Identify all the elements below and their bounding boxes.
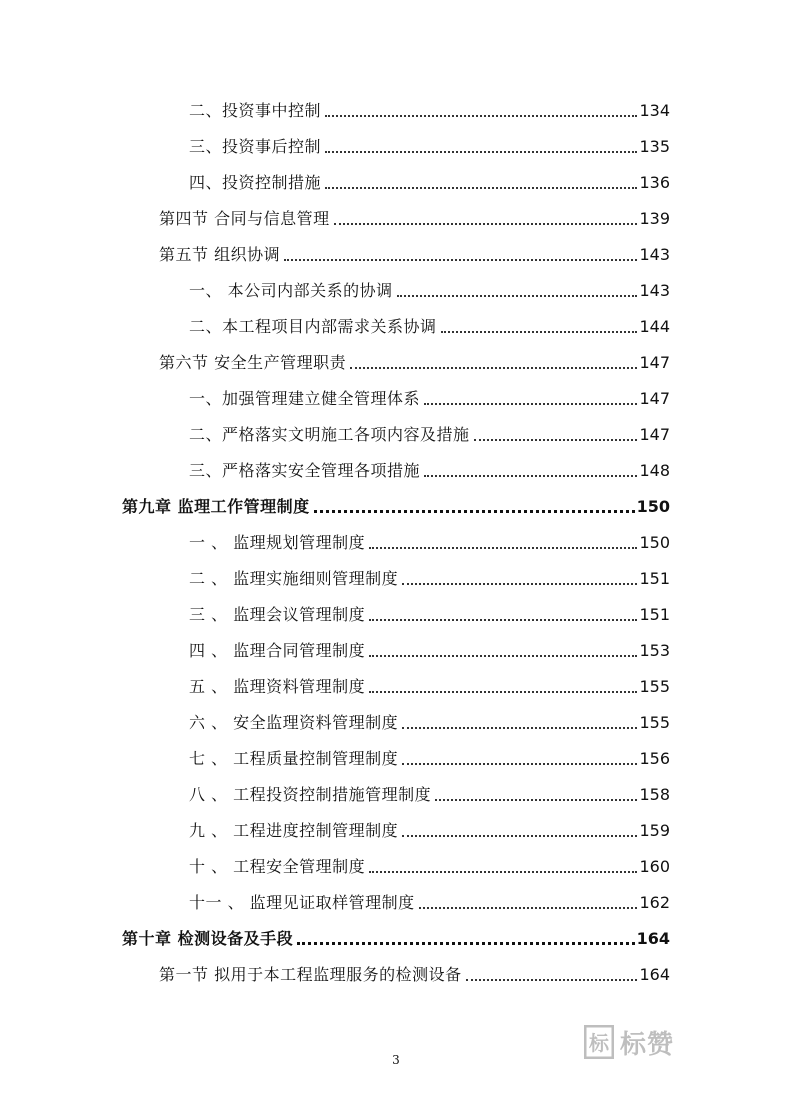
toc-entry[interactable] <box>189 131 670 157</box>
toc-entry[interactable] <box>189 743 670 769</box>
watermark <box>584 1022 694 1062</box>
toc-entry-title: 一、加强管理建立健全管理体系 <box>189 389 421 408</box>
toc-entry-page: 155 <box>639 713 670 732</box>
toc-entry-title: 二 、 监理实施细则管理制度 <box>189 569 399 588</box>
toc-entry-title: 五 、 监理资料管理制度 <box>189 677 366 696</box>
toc-entry[interactable] <box>189 599 670 625</box>
toc-leader-dots <box>350 367 637 369</box>
toc-entry-page: 151 <box>639 569 670 588</box>
toc-entry-page: 153 <box>639 641 670 660</box>
toc-entry-page: 158 <box>639 785 670 804</box>
toc-leader-dots <box>369 655 637 657</box>
toc-leader-dots <box>466 979 638 981</box>
toc-entry-page: 162 <box>639 893 670 912</box>
toc-entry[interactable] <box>189 95 670 121</box>
toc-leader-dots <box>397 295 638 297</box>
toc-entry-title: 三、严格落实安全管理各项措施 <box>189 461 421 480</box>
toc-entry[interactable] <box>189 671 670 697</box>
toc-entry[interactable] <box>189 707 670 733</box>
toc-entry-page: 147 <box>639 389 670 408</box>
toc-entry[interactable] <box>189 851 670 877</box>
toc-leader-dots <box>314 510 635 513</box>
toc-entry[interactable] <box>159 959 670 985</box>
toc-entry-title: 二、严格落实文明施工各项内容及措施 <box>189 425 470 444</box>
toc-leader-dots <box>334 223 638 225</box>
toc-entry[interactable] <box>189 275 670 301</box>
toc-entry-page: 139 <box>639 209 670 228</box>
toc-leader-dots <box>441 331 638 333</box>
toc-leader-dots <box>369 691 637 693</box>
toc-entry-title: 第四节 合同与信息管理 <box>159 209 330 228</box>
toc-entry-page: 155 <box>639 677 670 696</box>
page-number: 3 <box>392 1053 400 1067</box>
toc-entry-title: 三 、 监理会议管理制度 <box>189 605 366 624</box>
toc-entry-title: 十 、 工程安全管理制度 <box>189 857 366 876</box>
toc-entry-title: 七 、 工程质量控制管理制度 <box>189 749 399 768</box>
toc-entry-title: 一、 本公司内部关系的协调 <box>189 281 393 300</box>
toc-leader-dots <box>424 475 637 477</box>
toc-entry-page: 144 <box>639 317 670 336</box>
toc-entry-page: 147 <box>639 353 670 372</box>
toc-entry-title: 第十章 检测设备及手段 <box>122 929 294 948</box>
toc-entry[interactable] <box>189 635 670 661</box>
watermark-logo-glyph: 标 <box>589 1031 609 1055</box>
toc-entry[interactable] <box>189 419 670 445</box>
toc-entry-page: 143 <box>639 281 670 300</box>
toc-entry[interactable] <box>189 167 670 193</box>
toc-entry-title: 六 、 安全监理资料管理制度 <box>189 713 399 732</box>
toc-entry-page: 164 <box>639 965 670 984</box>
toc-leader-dots <box>369 547 637 549</box>
toc-entry[interactable] <box>189 815 670 841</box>
toc-entry[interactable] <box>189 383 670 409</box>
toc-entry-page: 151 <box>639 605 670 624</box>
toc-entry[interactable] <box>189 527 670 553</box>
toc-leader-dots <box>369 871 637 873</box>
toc-leader-dots <box>325 151 637 153</box>
toc-entry-page: 136 <box>639 173 670 192</box>
toc-entry-page: 143 <box>639 245 670 264</box>
toc-entry-page: 147 <box>639 425 670 444</box>
toc-leader-dots <box>402 763 637 765</box>
toc-entry[interactable] <box>189 311 670 337</box>
toc-leader-dots <box>325 115 637 117</box>
toc-entry-title: 四 、 监理合同管理制度 <box>189 641 366 660</box>
toc-leader-dots <box>402 583 637 585</box>
toc-entry-page: 150 <box>639 533 670 552</box>
toc-entry[interactable] <box>189 887 670 913</box>
watermark-text: 标赞 <box>620 1029 675 1060</box>
toc-entry[interactable] <box>159 239 670 265</box>
toc-leader-dots <box>424 403 637 405</box>
toc-leader-dots <box>297 942 635 945</box>
toc-entry-page: 148 <box>639 461 670 480</box>
toc-leader-dots <box>402 727 637 729</box>
toc-entry-page: 159 <box>639 821 670 840</box>
toc-entry-title: 八 、 工程投资控制措施管理制度 <box>189 785 432 804</box>
toc-leader-dots <box>325 187 637 189</box>
toc-entry-title: 四、投资控制措施 <box>189 173 322 192</box>
toc-entry-title: 二、投资事中控制 <box>189 101 322 120</box>
toc-entry-page: 135 <box>639 137 670 156</box>
toc-leader-dots <box>419 907 638 909</box>
toc-leader-dots <box>435 799 637 801</box>
toc-leader-dots <box>284 259 637 261</box>
toc-leader-dots <box>474 439 638 441</box>
toc-entry-page: 160 <box>639 857 670 876</box>
toc-entry[interactable] <box>159 203 670 229</box>
toc-entry[interactable] <box>122 491 670 517</box>
toc-leader-dots <box>402 835 637 837</box>
toc-entry-page: 150 <box>636 497 670 516</box>
watermark-logo-icon <box>584 1025 614 1059</box>
toc-entry-title: 第一节 拟用于本工程监理服务的检测设备 <box>159 965 462 984</box>
toc-entry-title: 第五节 组织协调 <box>159 245 281 264</box>
toc-entry-page: 156 <box>639 749 670 768</box>
toc-entry[interactable] <box>159 347 670 373</box>
toc-entry-title: 九 、 工程进度控制管理制度 <box>189 821 399 840</box>
toc-entry[interactable] <box>122 923 670 949</box>
toc-entry-title: 十一 、 监理见证取样管理制度 <box>189 893 415 912</box>
toc-entry-page: 164 <box>636 929 670 948</box>
toc-leader-dots <box>369 619 637 621</box>
toc-entry-page: 134 <box>639 101 670 120</box>
toc-entry[interactable] <box>189 563 670 589</box>
toc-entry[interactable] <box>189 779 670 805</box>
toc-entry-title: 一 、 监理规划管理制度 <box>189 533 366 552</box>
toc-entry-title: 二、本工程项目内部需求关系协调 <box>189 317 437 336</box>
toc-entry[interactable] <box>189 455 670 481</box>
toc-entry-title: 三、投资事后控制 <box>189 137 322 156</box>
toc-entry-title: 第九章 监理工作管理制度 <box>122 497 310 516</box>
toc-entry-title: 第六节 安全生产管理职责 <box>159 353 347 372</box>
